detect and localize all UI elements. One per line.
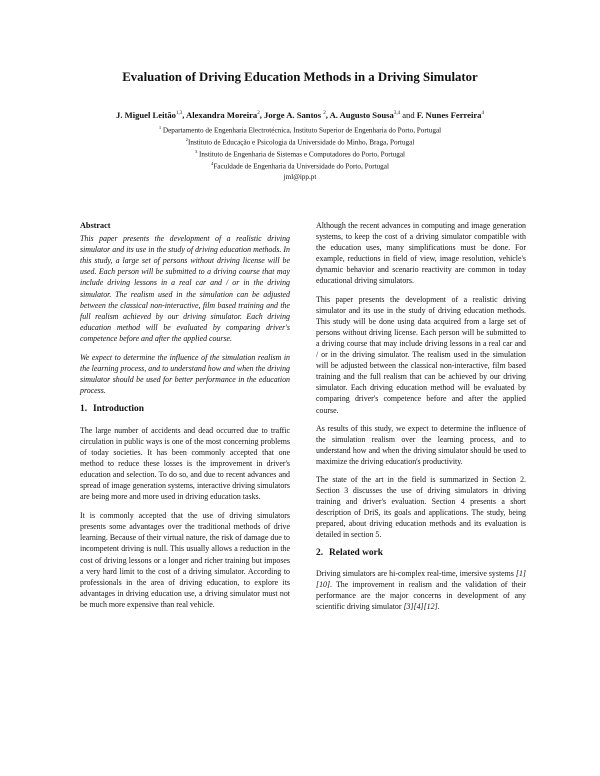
paper-title: Evaluation of Driving Education Methods in a Driving Simulator (122, 70, 478, 84)
abstract-paragraph: We expect to determine the influence of the simulation realism in the learning process, and to understand how and when the driving simulator should be used for better performance in the education process. (80, 353, 290, 396)
abstract-heading: Abstract (80, 221, 111, 230)
author-name: J. Miguel Leitão (116, 110, 176, 120)
affiliation: $^1$ Departamento de Engenharia Electrotécnica, Instituto Superior de Engenharia do Porto, Portugal (158, 125, 442, 135)
author-affil-mark: 1,3 (175, 111, 183, 117)
body-paragraph: As results of this study, we expect to determine the influence of the simulation realism over the learning process, and to understand how and when the driving simulator should be used to maximize the driving education's productivity. (316, 423, 526, 466)
author-affil-mark: 4 (481, 111, 484, 117)
author-affil-mark: 3,4 (393, 111, 401, 117)
section-heading-introduction: 1. Introduction (80, 404, 144, 415)
author-conjunction: and (402, 110, 415, 120)
author-name: Alexandra Moreira (186, 110, 258, 120)
author-affil-mark: 2 (323, 111, 326, 117)
author-name: A. Augusto Sousa (329, 110, 394, 120)
abstract-paragraph: This paper presents the development of a realistic driving simulator and its use in the study of driving education methods. In this study, a large set of persons without driving license will be used. Each person will be submitted to a driving course that may include driving lessons in a real car and / or in the driving simulator. The realism used in the simulation can be adjusted between the classical non-interactive, film based training and the full realism achieved by our driving simulator. Each driving education method will be evaluated by comparing driver's competence before and after the applied course. (80, 234, 290, 343)
right-column (316, 220, 526, 620)
body-paragraph: Although the recent advances in computing and image generation systems, to keep the cost of a driving simulator compatible with the education uses, many simplifications must be done. For example, reductions in field of view, image resolution, vehicle's dynamic behavior and scenario reactivity are common in today educational driving simulators. (316, 221, 526, 286)
body-paragraph: The large number of accidents and dead occurred due to traffic circulation in public ways is one of the most concerning problems of today societies. It has been commonly accepted that one method to reduce these losses is the improvement in driver's education and selection. To do so, and due to recent advances and spread of image generation systems, interactive driving simulators are being more and more used in driving education tasks. (80, 425, 290, 502)
body-paragraph: It is commonly accepted that the use of driving simulators presents some advantages over the traditional methods of drive learning. Because of their virtual nature, the risk of damage due to incompetent driving is null. This usually allows a reduction in the cost of driving lessons or a longer and richer training but imposes a very hard limit to the cost of a driving simulator. According to professionals in the area of driving education, to explore its advantages in driving education use, a driving simulator must not be much more expensive than real vehicle. (80, 511, 290, 609)
affiliation: $^4$Faculdade de Engenharia da Universidade do Porto, Portugal (211, 161, 389, 171)
author-name: F. Nunes Ferreira (416, 110, 482, 120)
author-list: J. Miguel Leitão$^{1,3}$, Alexandra Moreira$^2$, Jorge A. Santos $^2$, A. Augusto Sousa$^{3,4}$ and F. Nunes Ferreira$^4$ (116, 110, 484, 120)
section-heading-related-work: 2. Related work (316, 547, 383, 558)
citation: [1][10] (316, 568, 526, 589)
author-name: Jorge A. Santos (264, 110, 322, 120)
body-paragraph: This paper presents the development of a realistic driving simulator and its use in the study of driving education methods. This study will be done using data acquired from a large set of persons without driving license. Each person will be submitted to a driving course that may include driving lessons in a real car and / or in the driving simulator. The realism used in the simulation will be adjusted between the classical non-interactive, film based training and the full realism that can be achieved by our driving simulator. Each driving education method will be evaluated by comparing driver's competence before and after the applied course. (316, 294, 526, 415)
author-affil-mark: 2 (257, 111, 260, 117)
citation: [3][4][12] (403, 601, 438, 611)
body-paragraph: The state of the art in the field is summarized in Section 2. Section 3 discusses the use of driving simulators in driving training and driver's evaluation. Section 4 presents a short description of DriS, its goals and applications. The study, being prepared, about driving education methods and its evaluation is detailed in section 5. (316, 474, 526, 540)
left-column (80, 220, 290, 618)
contact-email: jml@ipp.pt (283, 173, 317, 181)
body-paragraph: Driving simulators are hi-complex real-time, imersive systems [1][10]. The improvement in realism and the validation of their performance are the major concerns in development of any scientific driving simulator [3][4][12]. (316, 568, 526, 611)
affiliation: $^2$Instituto de Educação e Psicologia da Universidade do Minho, Braga, Portugal (185, 137, 415, 147)
affiliation: $^3$ Instituto de Engenharia de Sistemas e Computadores do Porto, Portugal (194, 149, 406, 159)
